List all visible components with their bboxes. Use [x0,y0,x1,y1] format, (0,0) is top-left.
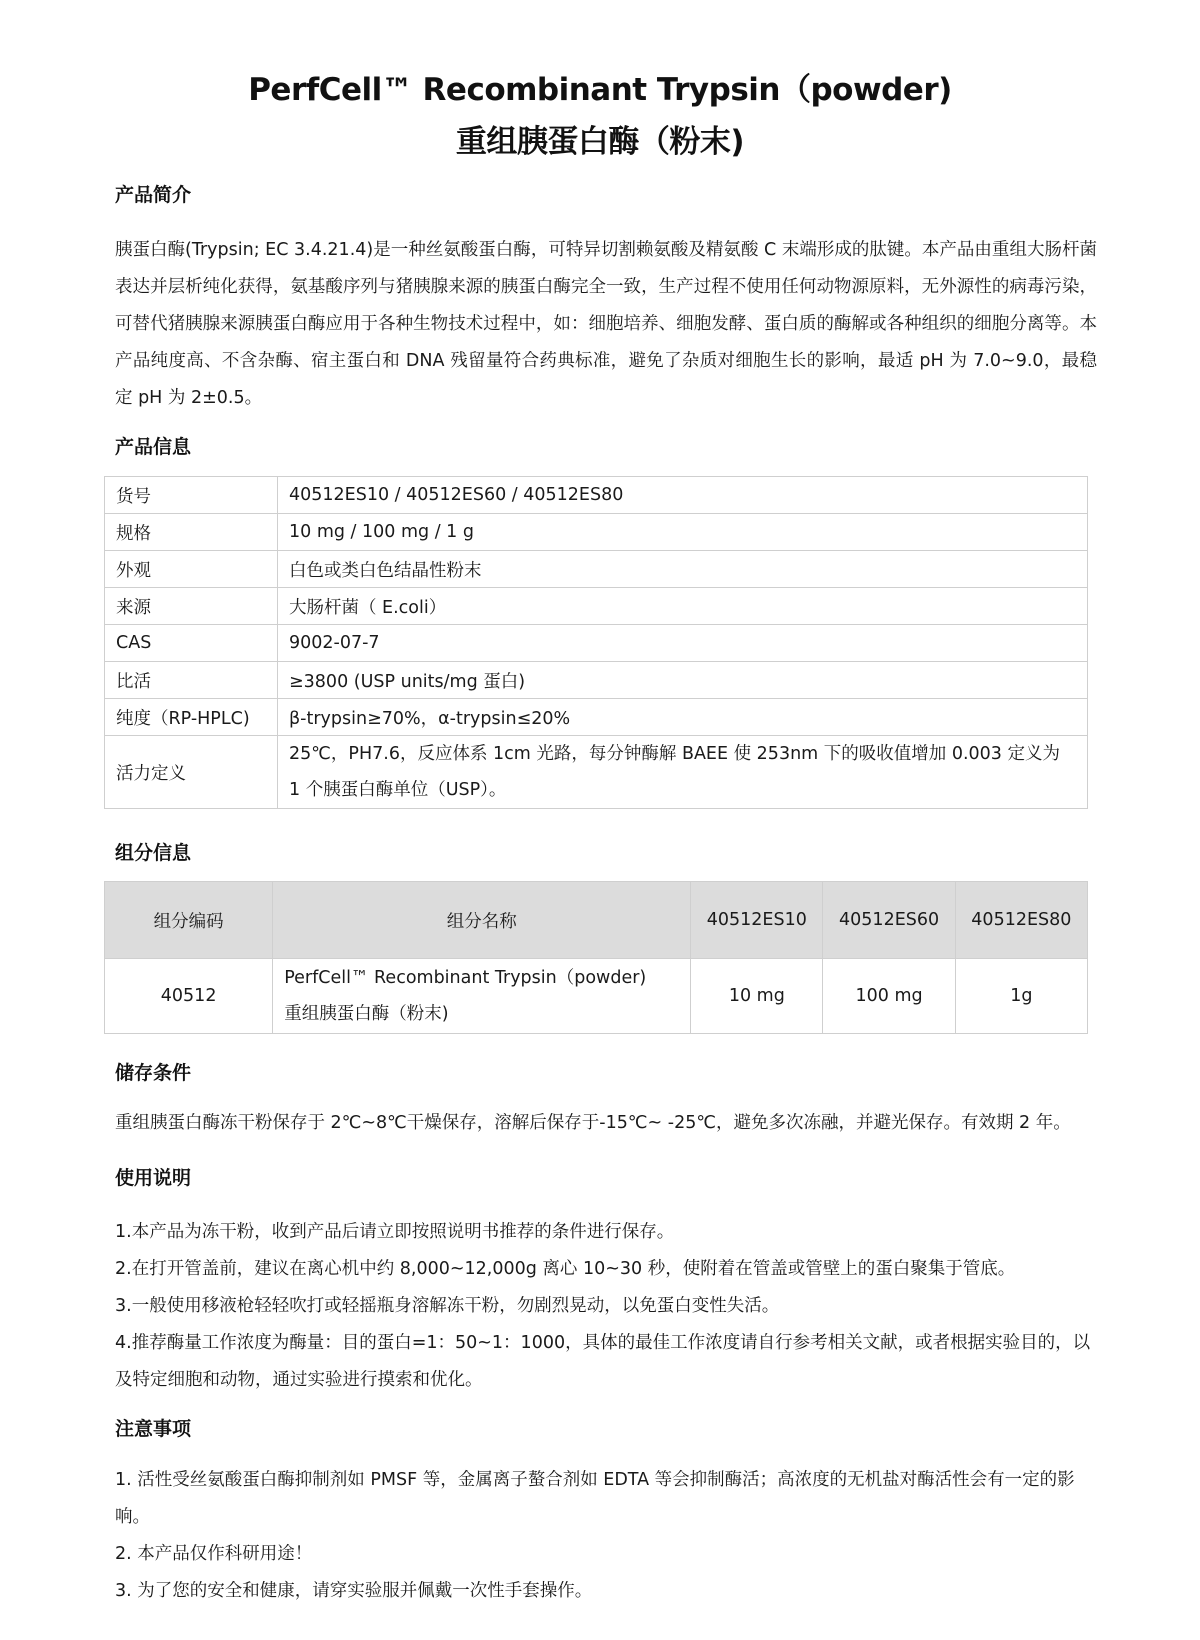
info-key: 活力定义 [105,736,278,809]
table-row [105,514,1088,551]
product-info-table [104,476,1088,809]
info-value: 白色或类白色结晶性粉末 [278,551,1088,588]
component-code: 40512 [105,959,273,1034]
table-row [105,551,1088,588]
info-key: 纯度（RP-HPLC) [105,699,278,736]
column-header: 40512ES10 [691,882,823,959]
table-row [105,736,1088,809]
storage-heading: 储存条件 [115,1062,192,1084]
usage-list [115,1214,1097,1399]
list-item: 1. 活性受丝氨酸蛋白酶抑制剂如 PMSF 等，金属离子螯合剂如 EDTA 等会抑制酶活；高浓度的无机盐对酶活性会有一定的影响。 [115,1470,1075,1527]
notes-heading: 注意事项 [115,1418,192,1440]
info-key: 规格 [105,514,278,551]
list-item: 1.本产品为冻干粉，收到产品后请立即按照说明书推荐的条件进行保存。 [115,1222,675,1242]
table-row [105,699,1088,736]
notes-list [115,1462,1097,1610]
info-key: 外观 [105,551,278,588]
table-row [105,959,1088,1034]
title-chinese: 重组胰蛋白酶（粉末) [455,124,745,160]
column-header: 组分名称 [273,882,691,959]
list-item: 4.推荐酶量工作浓度为酶量：目的蛋白=1：50~1：1000，具体的最佳工作浓度请自行参考相关文献，或者根据实验目的，以及特定细胞和动物，通过实验进行摸索和优化。 [115,1333,1091,1390]
info-key: 来源 [105,588,278,625]
column-header: 40512ES80 [955,882,1087,959]
info-heading: 产品信息 [115,436,192,458]
info-value: ≥3800 (USP units/mg 蛋白) [278,662,1088,699]
table-row [105,477,1088,514]
component-name-en: PerfCell™ Recombinant Trypsin（powder) [284,968,647,988]
components-heading: 组分信息 [115,842,192,864]
info-value: 10 mg / 100 mg / 1 g [278,514,1088,551]
intro-text: 胰蛋白酶(Trypsin; EC 3.4.21.4)是一种丝氨酸蛋白酶，可特异切割赖氨酸及精氨酸 C 末端形成的肽键。本产品由重组大肠杆菌表达并层析纯化获得，氨基酸序列与猪胰腺来源的胰蛋白酶完全一致，生产过程不使用任何动物源原料，无外源性的病毒污染，可替代猪胰腺来源胰蛋白酶应用于各种生物技术过程中，如：细胞培养、细胞发酵、蛋白质的酶解或各种组织的细胞分离等。本产品纯度高、不含杂酶、宿主蛋白和 DNA 残留量符合药典标准，避免了杂质对细胞生长的影响，最适 pH 为 7.0~9.0，最稳定 pH 为 2±0.5。 [115,240,1097,408]
info-value: β-trypsin≥70%，α-trypsin≤20% [278,699,1088,736]
usage-heading: 使用说明 [115,1167,192,1189]
info-key: 货号 [105,477,278,514]
info-key: 比活 [105,662,278,699]
column-header: 40512ES60 [823,882,955,959]
storage-paragraph [115,1105,1097,1142]
column-header: 组分编码 [105,882,273,959]
list-item: 3.一般使用移液枪轻轻吹打或轻摇瓶身溶解冻干粉，勿剧烈晃动，以免蛋白变性失活。 [115,1296,780,1316]
info-value: 25℃，PH7.6，反应体系 1cm 光路，每分钟酶解 BAEE 使 253nm 下的吸收值增加 0.003 定义为 1 个胰蛋白酶单位（USP）。 [278,736,1088,809]
table-row [105,662,1088,699]
table-row [105,588,1088,625]
table-row [105,625,1088,662]
info-value: 大肠杆菌（ E.coli） [278,588,1088,625]
table-header-row [105,882,1088,959]
info-value: 40512ES10 / 40512ES60 / 40512ES80 [278,477,1088,514]
component-name [273,959,691,1034]
component-qty: 100 mg [823,959,955,1034]
info-key: CAS [105,625,278,662]
list-item: 3. 为了您的安全和健康，请穿实验服并佩戴一次性手套操作。 [115,1581,593,1601]
component-qty: 10 mg [691,959,823,1034]
component-qty: 1g [955,959,1087,1034]
list-item: 2.在打开管盖前，建议在离心机中约 8,000~12,000g 离心 10~30 秒，使附着在管盖或管壁上的蛋白聚集于管底。 [115,1259,1016,1279]
intro-heading: 产品简介 [115,184,192,206]
storage-text: 重组胰蛋白酶冻干粉保存于 2℃~8℃干燥保存，溶解后保存于-15℃~ -25℃，避免多次冻融，并避光保存。有效期 2 年。 [115,1113,1071,1133]
info-value: 9002-07-7 [278,625,1088,662]
intro-paragraph [115,232,1097,417]
list-item: 2. 本产品仅作科研用途！ [115,1544,313,1564]
title-english: PerfCell™ Recombinant Trypsin（powder) [248,72,952,108]
component-name-cn: 重组胰蛋白酶（粉末) [284,1004,449,1024]
components-table [104,881,1088,1034]
